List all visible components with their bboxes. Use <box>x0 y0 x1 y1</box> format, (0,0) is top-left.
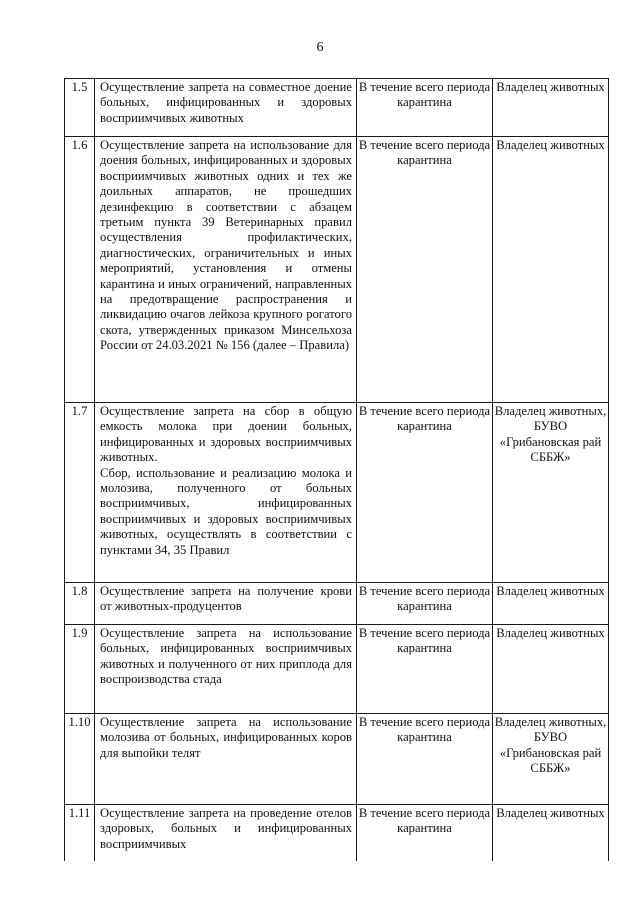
responsible-text: Владелец животных, БУВО «Грибановская рай СББЖ» <box>493 714 609 804</box>
term-text: В течение всего периода карантина <box>357 403 493 582</box>
term-text: В течение всего периода карантина <box>357 714 493 804</box>
term-text: В течение всего периода карантина <box>357 625 493 713</box>
measure-paragraph: Осуществление запрета на проведение отелов здоровых, больных и инфицированных восприимчивых <box>100 806 352 851</box>
row-number: 1.5 <box>65 79 95 136</box>
measure-text <box>95 583 357 624</box>
measure-text <box>95 403 357 582</box>
row-number: 1.10 <box>65 714 95 804</box>
measure-text <box>95 805 357 861</box>
measure-text <box>95 79 357 136</box>
table-row <box>65 805 609 861</box>
table-row <box>65 583 609 625</box>
measure-paragraph: Осуществление запрета на использование больных, инфицированных восприимчивых животных и полученного от них приплода для воспроизводства стада <box>100 626 352 687</box>
measure-paragraph: Сбор, использование и реализацию молока и молозива, полученного от больных восприимчивых, инфицированных восприимчивых и здоровых восприимчивых животных, осуществлять в соответствии с пунктами 34, 35 Правил <box>100 465 352 557</box>
row-number: 1.9 <box>65 625 95 713</box>
table-row <box>65 137 609 403</box>
measure-text <box>95 625 357 713</box>
responsible-text: Владелец животных <box>493 79 609 136</box>
responsible-text: Владелец животных, БУВО «Грибановская рай СББЖ» <box>493 403 609 582</box>
responsible-text: Владелец животных <box>493 625 609 713</box>
measure-paragraph: Осуществление запрета на совместное доение больных, инфицированных и здоровых восприимчивых животных <box>100 80 352 125</box>
term-text: В течение всего периода карантина <box>357 137 493 402</box>
responsible-text: Владелец животных <box>493 805 609 861</box>
table-row <box>65 79 609 137</box>
row-number: 1.8 <box>65 583 95 624</box>
responsible-text: Владелец животных <box>493 137 609 402</box>
table-row <box>65 714 609 805</box>
measure-paragraph: Осуществление запрета на использование молозива от больных, инфицированных коров для выпойки телят <box>100 715 352 760</box>
measure-paragraph: Осуществление запрета на сбор в общую емкость молока при доении больных, инфицированных и здоровых восприимчивых животных. <box>100 404 352 465</box>
row-number: 1.11 <box>65 805 95 861</box>
measure-paragraph: Осуществление запрета на использование для доения больных, инфицированных и здоровых восприимчивых животных одних и тех же доильных аппаратов, не прошедших дезинфекцию в соответствии с абзацем третьим пункта 39 Ветеринарных правил осуществления профилактических, диагностических, ограничительных и иных мероприятий, установления и отмены карантина и иных ограничений, направленных на предотвращение распространения и ликвидацию очагов лейкоза крупного рогатого скота, утвержденных приказом Минсельхоза России от 24.03.2021 № 156 (далее – Правила) <box>100 138 352 353</box>
term-text: В течение всего периода карантина <box>357 583 493 624</box>
row-number: 1.7 <box>65 403 95 582</box>
term-text: В течение всего периода карантина <box>357 805 493 861</box>
measure-paragraph: Осуществление запрета на получение крови от животных-продуцентов <box>100 584 352 614</box>
term-text: В течение всего периода карантина <box>357 79 493 136</box>
row-number: 1.6 <box>65 137 95 402</box>
table-row <box>65 625 609 714</box>
measures-table <box>64 78 609 861</box>
page-number: 6 <box>316 40 324 55</box>
responsible-text: Владелец животных <box>493 583 609 624</box>
measure-text <box>95 137 357 402</box>
measure-text <box>95 714 357 804</box>
table-row <box>65 403 609 583</box>
